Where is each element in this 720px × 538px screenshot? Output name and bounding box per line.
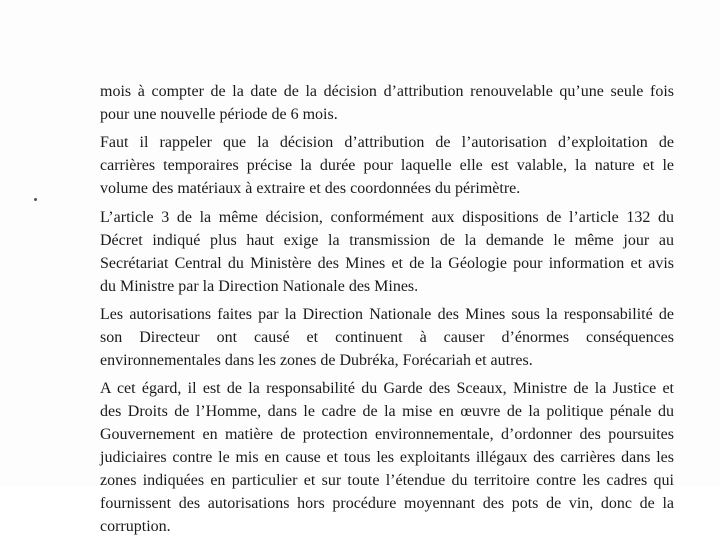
scan-speck — [34, 198, 37, 201]
paragraph-line: zones indiquées en particulier et sur toute l’étendue du territoire contre les cadres qui — [100, 472, 674, 489]
paragraph-4 — [100, 303, 674, 372]
paragraph-line: Faut il rappeler que la décision d’attribution de l’autorisation d’exploitation de — [100, 134, 674, 151]
paragraph-line: mois à compter de la date de la décision d’attribution renouvelable qu’une seule fois — [100, 83, 674, 100]
paragraph-line: A cet égard, il est de la responsabilité du Garde des Sceaux, Ministre de la Justice et — [100, 380, 674, 397]
paragraph-line: L’article 3 de la même décision, conformément aux dispositions de l’article 132 du — [100, 209, 674, 226]
paragraph-line: environnementales dans les zones de Dubréka, Forécariah et autres. — [100, 352, 533, 369]
paragraph-line: Gouvernement en matière de protection environnementale, d’ordonner des poursuites — [100, 426, 674, 443]
paragraph-line: du Ministre par la Direction Nationale des Mines. — [100, 278, 419, 295]
paragraph-line: corruption. — [100, 518, 171, 535]
paragraph-2 — [100, 131, 674, 200]
paragraph-line: carrières temporaires précise la durée pour laquelle elle est valable, la nature et le — [100, 157, 674, 174]
paragraph-line: Décret indiqué plus haut exige la transmission de la demande le même jour au — [100, 232, 674, 249]
paragraph-line: Secrétariat Central du Ministère des Mines et de la Géologie pour information et avis — [100, 255, 674, 272]
paragraph-3 — [100, 206, 674, 298]
paragraph-5 — [100, 377, 674, 538]
paragraph-line: judiciaires contre le mis en cause et tous les exploitants illégaux des carrières dans les — [100, 449, 674, 466]
paragraph-line: son Directeur ont causé et continuent à causer d’énormes conséquences — [100, 329, 674, 346]
paragraph-1 — [100, 80, 674, 126]
paragraph-line: pour une nouvelle période de 6 mois. — [100, 106, 338, 123]
paragraph-line: volume des matériaux à extraire et des coordonnées du périmètre. — [100, 180, 521, 197]
paragraph-line: des Droits de l’Homme, dans le cadre de la mise en œuvre de la politique pénale du — [100, 403, 674, 420]
paragraph-line: Les autorisations faites par la Direction Nationale des Mines sous la responsabilité de — [100, 306, 674, 323]
paragraph-line: fournissent des autorisations hors procédure moyennant des pots de vin, donc de la — [100, 495, 674, 512]
